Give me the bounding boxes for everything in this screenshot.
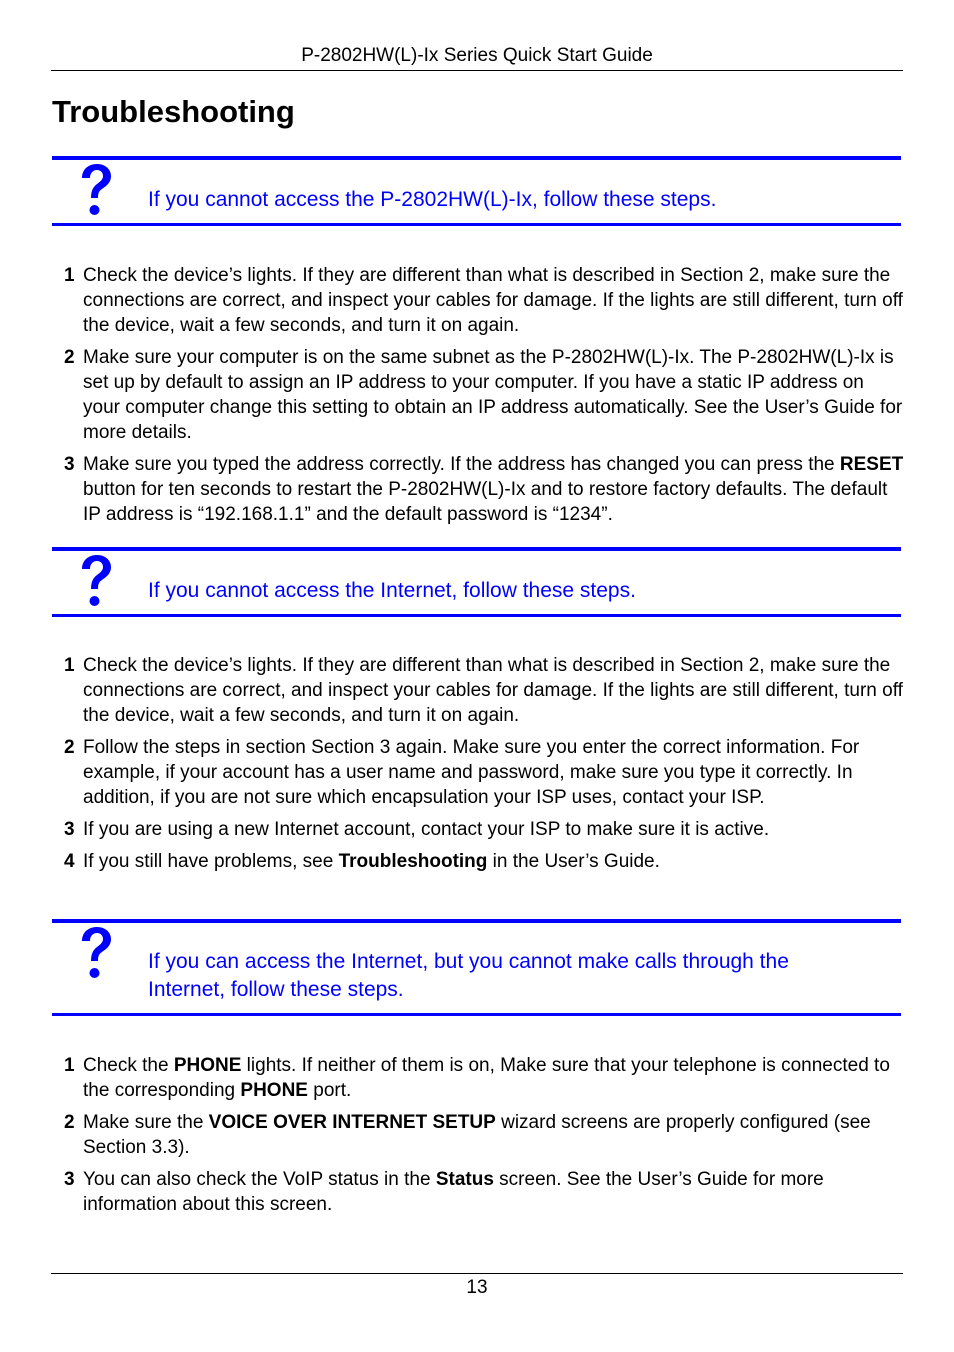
steps-list-internet-access (64, 653, 904, 881)
step-text-pre: You can also check the VoIP status in the (83, 1169, 436, 1190)
question-mark-icon (76, 555, 116, 611)
question-mark-icon (76, 927, 116, 983)
question-box-device-access (52, 156, 901, 226)
step-text: If you are using a new Internet account, contact your ISP to make sure it is active. (83, 819, 770, 840)
header-rule (51, 70, 903, 71)
step-text-post: wizard screens are properly configured (see Section 3.3). (83, 1112, 871, 1158)
step-text: Follow the steps in section Section 3 again. Make sure you enter the correct information. For example, if your account has a user name and password, make sure you type it correctly. In addition, if you are not sure which encapsulation your ISP uses, contact your ISP. (83, 737, 860, 808)
footer-rule (51, 1273, 903, 1274)
step-item (64, 345, 904, 445)
step-text-bold: Status (435, 1169, 494, 1190)
step-item (64, 263, 904, 338)
step-text-post: screen. See the User’s Guide for more information about this screen. (83, 1169, 824, 1215)
page-number: 13 (466, 1277, 488, 1298)
step-number: 1 (64, 655, 75, 676)
step-text: Make sure your computer is on the same subnet as the P-2802HW(L)-Ix. The P-2802HW(L)-Ix is set up by default to assign an IP address to your computer. If you have a static IP address on your computer change this setting to obtain an IP address automatically. See the User’s Guide for more details. (83, 347, 903, 443)
step-item (64, 735, 904, 810)
step-text-pre: Make sure the (83, 1112, 209, 1133)
step-number: 1 (64, 265, 75, 286)
step-number: 3 (64, 1169, 75, 1190)
running-header: P-2802HW(L)-Ix Series Quick Start Guide (301, 45, 653, 66)
step-text-bold: RESET (839, 454, 904, 475)
step-text-post: button for ten seconds to restart the P-2802HW(L)-Ix and to restore factory defaults. The default IP address is “192.168.1.1” and the default password is “1234”. (83, 479, 888, 525)
step-number: 3 (64, 454, 75, 475)
step-number: 1 (64, 1055, 75, 1076)
steps-list-device-access (64, 263, 904, 534)
step-text-pre: Make sure you typed the address correctly. If the address has changed you can press the (83, 454, 840, 475)
step-number: 4 (64, 851, 75, 872)
step-text-post: port. (307, 1080, 352, 1101)
step-number: 3 (64, 819, 75, 840)
step-text-pre: If you still have problems, see (83, 851, 339, 872)
page-title: Troubleshooting (52, 94, 295, 129)
step-text-bold: Troubleshooting (338, 851, 488, 872)
step-item (64, 653, 904, 728)
step-text: Check the device’s lights. If they are different than what is described in Section 2, make sure the connections are correct, and inspect your cables for damage. If the lights are still different, turn off the device, wait a few seconds, and turn it on again. (83, 655, 903, 726)
step-item (64, 1110, 904, 1160)
step-item (64, 452, 904, 527)
step-text: Check the device’s lights. If they are different than what is described in Section 2, make sure the connections are correct, and inspect your cables for damage. If the lights are still different, turn off the device, wait a few seconds, and turn it on again. (83, 265, 903, 336)
question-box-voip-calls (52, 919, 901, 1016)
question-box-internet-access (52, 547, 901, 617)
steps-list-voip-calls (64, 1053, 904, 1224)
step-number: 2 (64, 1112, 75, 1133)
step-item (64, 1167, 904, 1217)
step-text-bold: PHONE (173, 1055, 242, 1076)
step-text-pre: Check the (83, 1055, 174, 1076)
step-item (64, 1053, 904, 1103)
step-text-bold: VOICE OVER INTERNET SETUP (208, 1112, 496, 1133)
question-text: If you can access the Internet, but you cannot make calls through the Internet, follow these steps. (148, 950, 789, 1001)
step-number: 2 (64, 347, 75, 368)
question-text: If you cannot access the P-2802HW(L)-Ix, follow these steps. (148, 188, 717, 211)
step-text-mid: lights. If neither of them is on, Make sure that your telephone is connected to the corresponding (83, 1055, 890, 1101)
step-item (64, 817, 904, 842)
question-text: If you cannot access the Internet, follow these steps. (148, 579, 636, 602)
step-text-bold: PHONE (240, 1080, 308, 1101)
step-text-post: in the User’s Guide. (487, 851, 660, 872)
question-mark-icon (76, 164, 116, 220)
step-item (64, 849, 904, 874)
step-number: 2 (64, 737, 75, 758)
